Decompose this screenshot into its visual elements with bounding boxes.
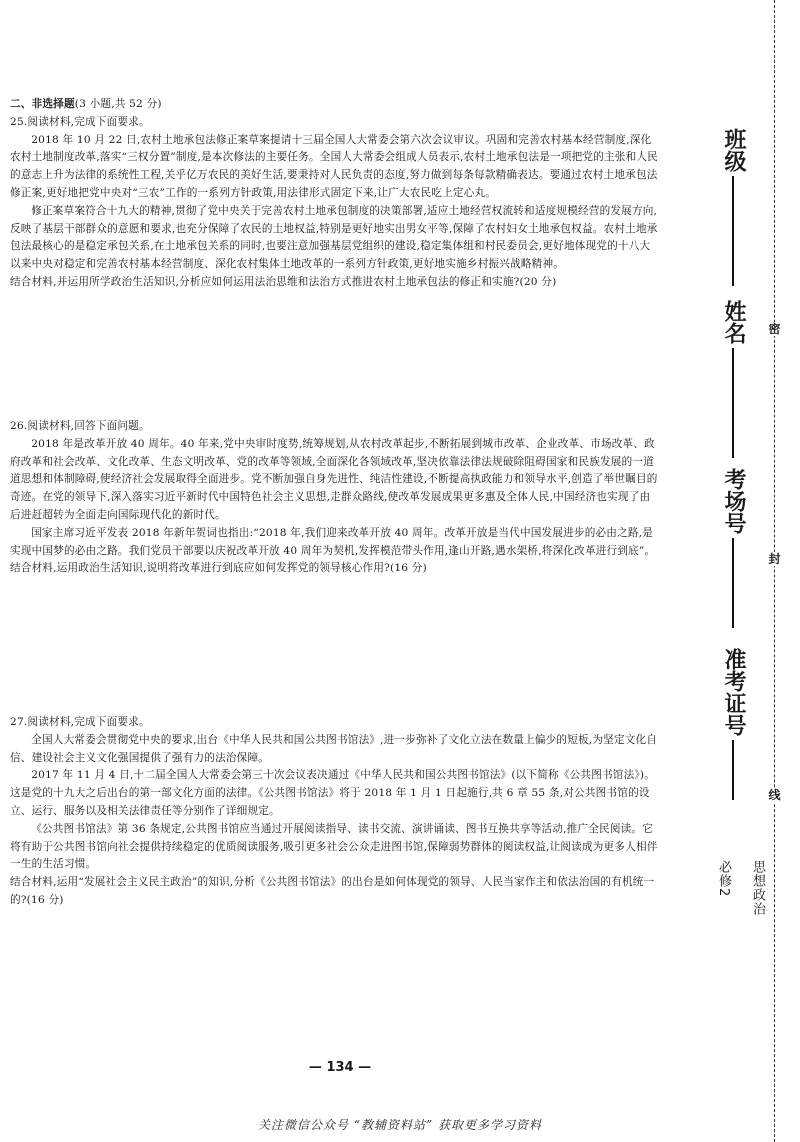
admission-number-field: [708, 648, 748, 800]
name-fill-line: [732, 348, 734, 458]
question-25-prompt: 结合材料,并运用所学政治生活知识,分析应如何运用法治思维和法治方式推进农村土地承包法的修正和实施?(20 分): [10, 275, 557, 288]
class-label: 班级: [721, 128, 746, 172]
seal-char-feng: 封: [768, 552, 781, 566]
question-26-material-1: 2018 年是改革开放 40 周年。40 年来,党中央审时度势,统筹规划,从农村改革起步,不断拓展到城市改革、企业改革、市场改革、政府改革和社会改革、文化改革、生态文明改革、党的改革等领域,全面深化各领域改革,坚决依靠法律法规破除阻碍国家和民族发展的一道道思想和体制障碍,使经济社会发展取得全面进步。党不断加强自身先进性、纯洁性建设,不断提高执政能力和领导水平,创造了举世瞩目的奇迹。在党的领导下,深入落实习近平新时代中国特色社会主义思想,走群众路线,使改革发展成果更多惠及全体人民,中国经济也实现了由后进赶超转为全面走向国际现代化的新时代。: [10, 437, 658, 521]
exam-room-field: [708, 468, 748, 628]
subject-name: 思想政治: [750, 860, 765, 916]
admission-number-label: 准考证号: [721, 648, 746, 736]
question-27-material-2: 2017 年 11 月 4 日,十二届全国人大常委会第三十次会议表决通过《中华人民共和国公共图书馆法》(以下简称《公共图书馆法》)。这是党的十九大之后出台的第一部文化方面的法律。《公共图书馆法》将于 2018 年 1 月 1 日起施行,共 6 章 55 条,对公共图书馆的设立、运行、服务以及相关法律责任等分别作了详细规定。: [10, 769, 656, 817]
seal-char-mi: 密: [768, 322, 781, 336]
subject-label: [714, 860, 767, 916]
seal-dashed-line: [774, 0, 775, 1142]
question-27-prompt: 结合材料,运用“发展社会主义民主政治”的知识,分析《公共图书馆法》的出台是如何体现党的领导、人民当家作主和依法治国的有机统一的?(16 分): [10, 876, 655, 906]
question-27-material-1: 全国人大常委会贯彻党中央的要求,出台《中华人民共和国公共图书馆法》,进一步弥补了文化立法在数量上偏少的短板,为坚定文化自信、建设社会主义文化强国提供了强有力的法治保障。: [10, 733, 658, 764]
section-title-text: 二、非选择题: [10, 98, 75, 110]
seal-char-xian: 线: [768, 788, 781, 802]
admission-number-fill-line: [732, 740, 734, 800]
exam-room-label: 考场号: [721, 468, 746, 534]
name-label: 姓名: [721, 300, 746, 344]
question-25-head: 25.阅读材料,完成下面要求。: [10, 115, 150, 128]
question-26-head: 26.阅读材料,回答下面问题。: [10, 420, 150, 432]
question-25-material-1: 2018 年 10 月 22 日,农村土地承包法修正案草案提请十三届全国人大常委会第六次会议审议。巩固和完善农村基本经营制度,深化农村土地制度改革,落实“三权分置”制度,是本次修法的主要任务。全国人大常委会组成人员表示,农村土地承包法是一项把党的主张和人民的意志上升为法律的系统性工程,关乎亿万农民的美好生活,要秉持对人民负责的态度,努力做到每条每款精确表达。要通过农村土地承包法修正案,更好地把党中央对“三农”工作的一系列方针政策,用法律形式固定下来,让广大农民吃上定心丸。: [10, 133, 658, 199]
page-number: — 134 —: [308, 1060, 372, 1075]
question-27-head: 27.阅读材料,完成下面要求。: [10, 716, 150, 728]
section-content: [10, 96, 658, 292]
exam-room-fill-line: [732, 538, 734, 628]
class-fill-line: [732, 176, 734, 286]
question-26-prompt: 结合材料,运用政治生活知识,说明将改革进行到底应如何发挥党的领导核心作用?(16 分): [10, 562, 427, 575]
section-subtitle: (3 小题,共 52 分): [74, 98, 162, 110]
subject-book: 必修2: [716, 860, 731, 898]
class-field: [708, 128, 748, 286]
question-26-material-2: 国家主席习近平发表 2018 年新年贺词也指出:“2018 年,我们迎来改革开放 40 周年。改革开放是当代中国发展进步的必由之路,是实现中国梦的必由之路。我们党员干部要以庆祝改革开放 40 周年为契机,发挥模范带头作用,逢山开路,遇水架桥,将深化改革进行到底”。: [10, 526, 656, 557]
question-25-material-2: 修正案草案符合十九大的精神,贯彻了党中央关于完善农村土地承包制度的决策部署,适应土地经营权流转和适度规模经营的发展方向,反映了基层干部群众的意愿和要求,也充分保障了农民的土地权益,特别是更好地实出男女平等,保障了农村妇女土地承包权益。农村土地承包法最核心的是稳定承包关系,在土地承包关系的同时,也要注意加强基层党组织的建设,稳定集体组和村民委员会,更好地体现党的十八大以来中央对稳定和完善农村基本经营制度、深化农村集体土地改革的一系列方针政策,更好地实施乡村振兴战略精神。: [10, 204, 658, 271]
section-title: [10, 96, 658, 114]
binding-margin: [684, 0, 800, 1142]
question-27: [10, 714, 658, 910]
question-26: [10, 418, 658, 578]
name-field: [708, 300, 748, 458]
question-27-material-3: 《公共图书馆法》第 36 条规定,公共图书馆应当通过开展阅读指导、读书交流、演讲诵读、图书互换共享等活动,推广全民阅读。它将有助于公共图书馆向社会提供持续稳定的优质阅读服务,吸引更多社会公众走进图书馆,保障弱势群体的阅读权益,让阅读成为更多人相伴一生的生活习惯。: [10, 822, 658, 871]
footer-note: 关注微信公众号 “教辅资料站” 获取更多学习资料: [258, 1118, 542, 1132]
